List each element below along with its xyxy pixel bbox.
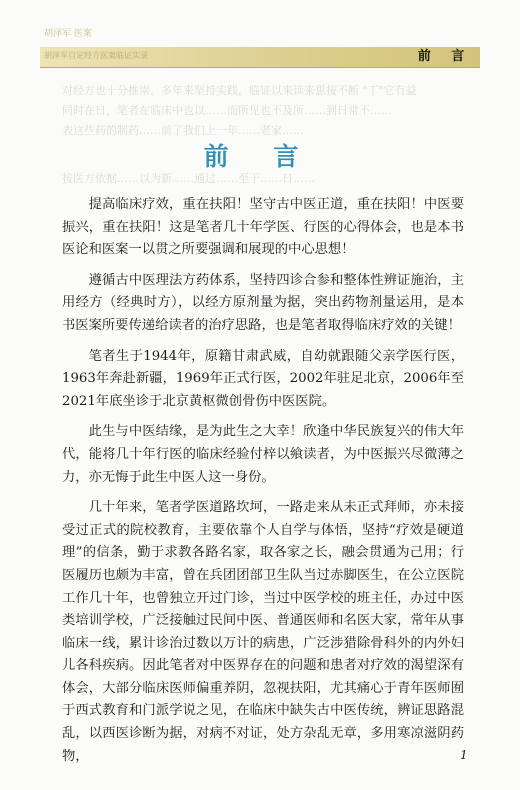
- paragraph: 笔者生于1944年，原籍甘肃武威，自幼就跟随父亲学医行医，1963年奔赴新疆，1969年正式行医，2002年驻足北京，2006年至2021年底坐诊于北京黄枢微创骨伤中医医院。: [62, 348, 464, 409]
- running-header: 前 言: [417, 49, 473, 64]
- body-text: [62, 194, 464, 776]
- bleed-through-line: 同时在日，笔者在临床中也以……而所见也不及所……到日常不……: [62, 104, 392, 117]
- page-title: 前 言: [203, 142, 317, 171]
- paragraph: 此生与中医结缘，是为此生之大幸！欣逢中华民族复兴的伟大年代，能将几十年行医的临床经验付梓以飨读者，为中医振兴尽微薄之力，亦无悔于此生中医人这一身份。: [62, 424, 464, 485]
- header-ghost-title: 胡泽军 医案: [44, 29, 92, 39]
- bleed-through-line: 按医方依据……以为新……通过……至于……日……: [62, 172, 315, 185]
- paragraph: 遵循古中医理法方药体系，坚持四诊合参和整体性辨证施治，主用经方（经典时方），以经方原剂量为据，突出药物剂量运用，是本书医案所要传递给读者的治疗思路，也是笔者取得临床疗效的关键！: [62, 272, 464, 333]
- bleed-through-line: 对经方也十分推崇，多年来坚持实践，临证以来读来思接不断 "丁"它有益: [62, 84, 417, 97]
- header-ghost-subtitle: 胡泽军自定经方医案临证实录: [44, 51, 148, 60]
- bleed-through-line: 表这些药的制药……前了我们上一年……老家……: [62, 124, 304, 137]
- paragraph: 提高临床疗效，重在扶阳！坚守古中医正道，重在扶阳！中医要振兴，重在扶阳！这是笔者几十年学医、行医的心得体会，也是本书医论和医案一以贯之所要强调和展现的中心思想！: [62, 197, 464, 258]
- header-rule: [40, 67, 480, 68]
- page-number: 1: [460, 748, 468, 762]
- paragraph: 几十年来，笔者学医道路坎坷，一路走来从未正式拜师，亦未接受过正式的院校教育，主要依靠个人自学与体悟，坚持“疗效是硬道理”的信条，勤于求教各路名家，取各家之长，融会贯通为己用；行医履历也颇为丰富，曾在兵团团部卫生队当过赤脚医生，在公立医院工作几十年，也曾独立开过门诊，当过中医学校的班主任，办过中医类培训学校，广泛接触过民间中医、普通医师和名医大家，常年从事临床一线，累计诊治过数以万计的病患，广泛涉猎除骨科外的内外妇儿各科疾病。因此笔者对中医界存在的问题和患者对疗效的渴望深有体会，大部分临床医师偏重养阴，忽视扶阳，尤其痛心于青年医师囿于西式教育和门派学说之见，在临床中缺失古中医传统，辨证思路混乱，以西医诊断为据，对病不对证，处方杂乱无章，多用寒凉滋阴药物，: [62, 500, 464, 764]
